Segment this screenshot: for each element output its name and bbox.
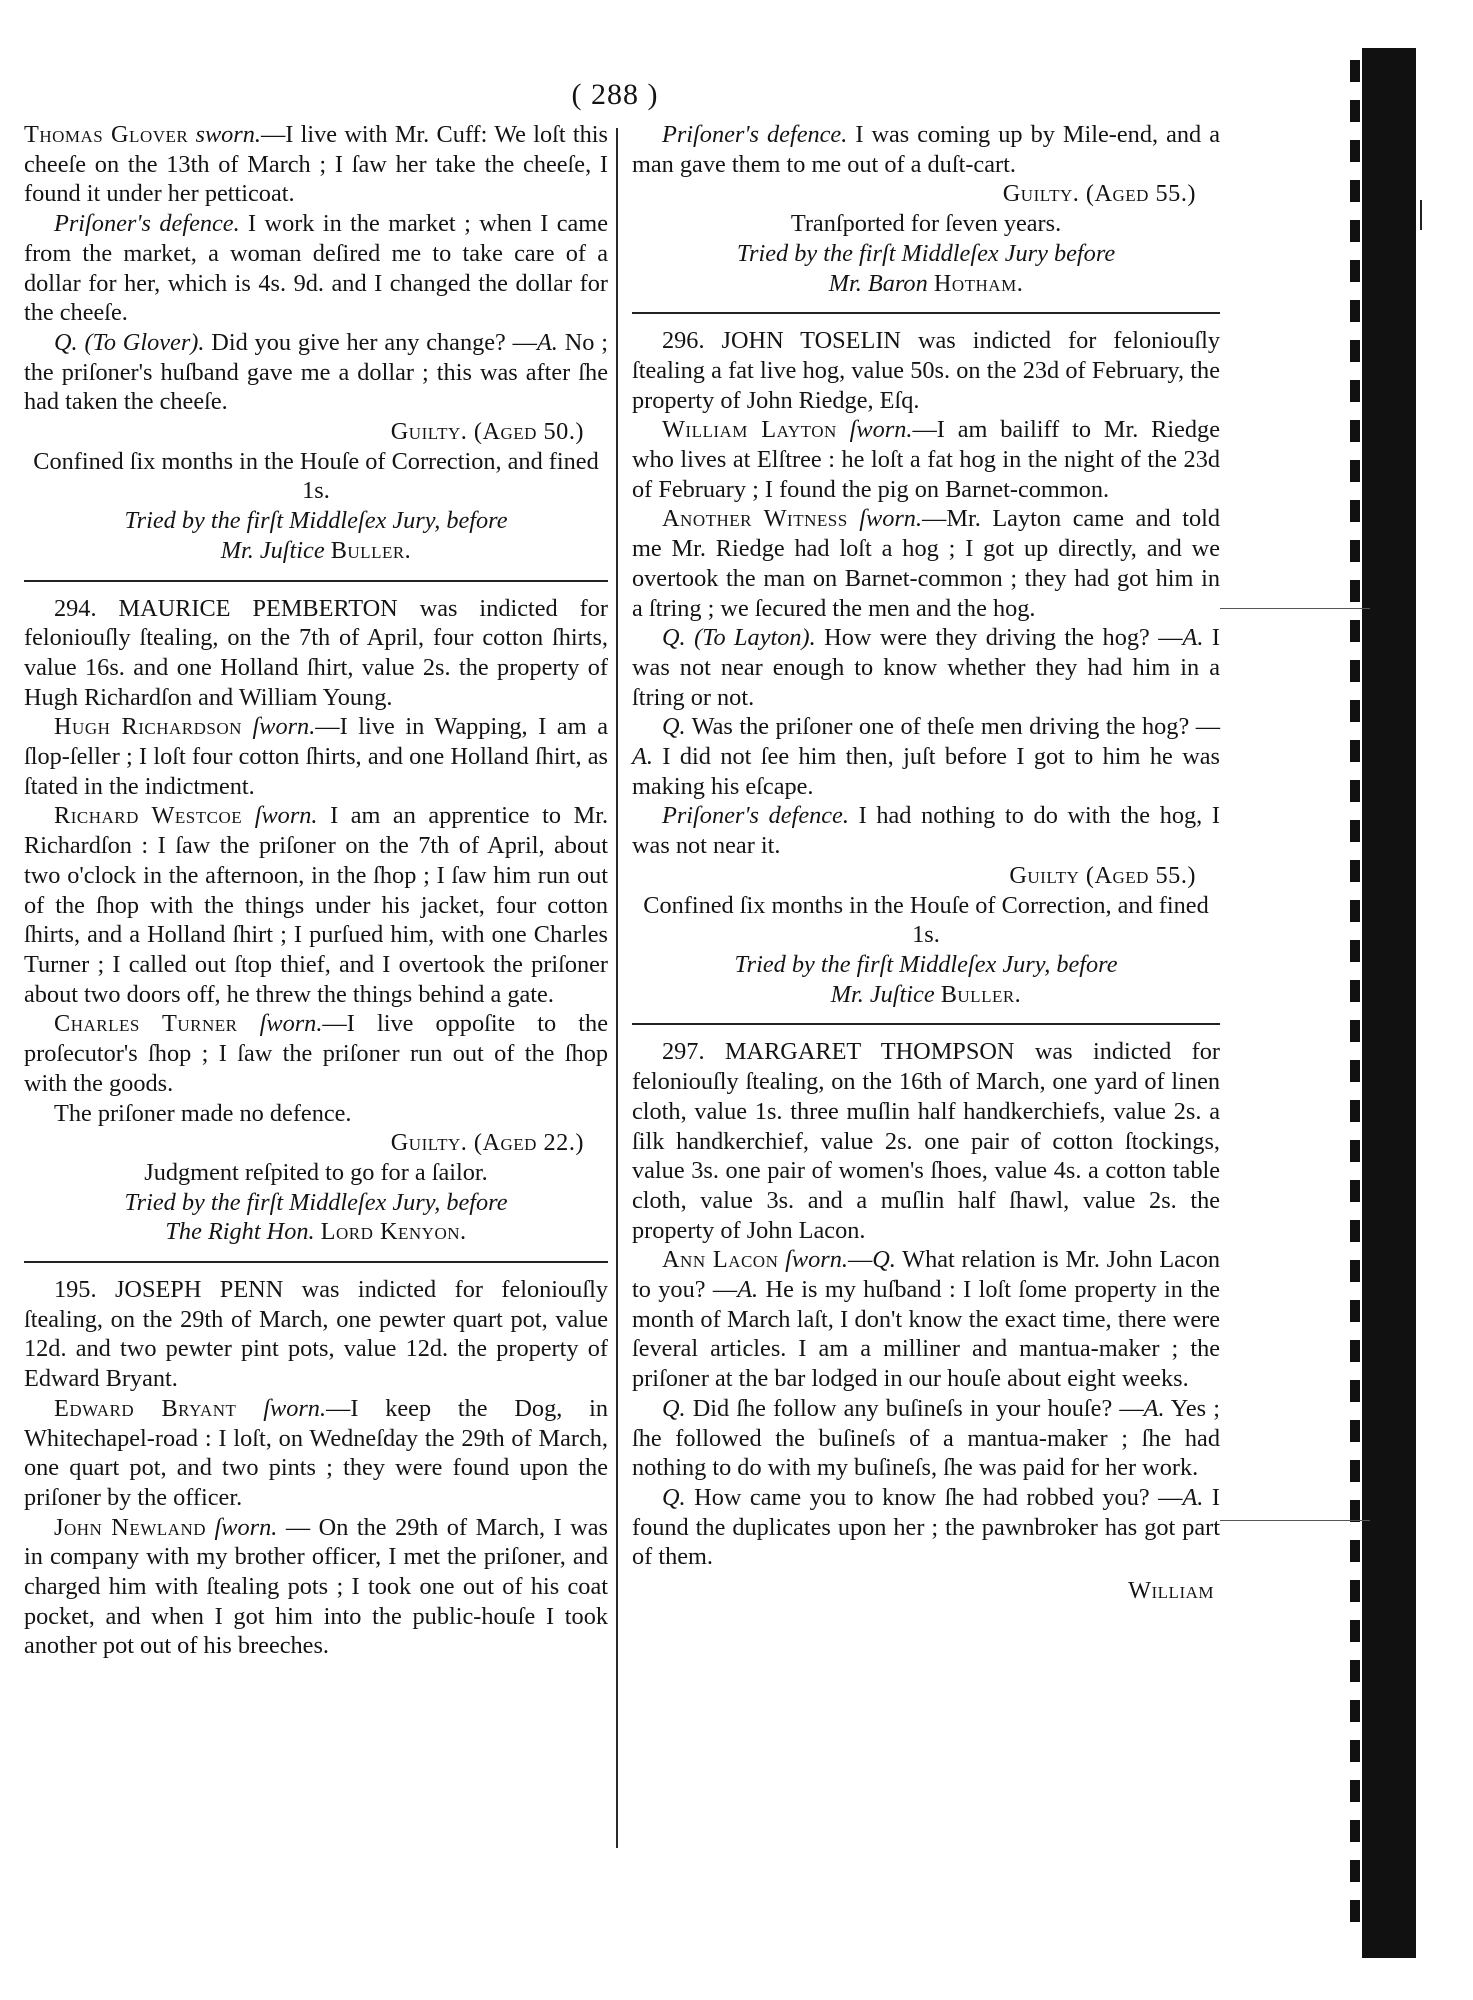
catchword: William [1128,1577,1214,1605]
testimony-text: —I live oppoſite to the proſecutor's ſhop ; I ſaw the priſoner run out of the ſhop with the goods. [24,1010,608,1097]
defence-label: Priſoner's defence. [54,210,240,238]
a-marker: A. [1182,1483,1204,1511]
sworn-label: ſworn. [859,505,923,533]
indictment-text: was indicted for feloniouſly ſtealing, on the 29th of March, one pewter quart pot, value 12d. and two pewter pint pots, value 12d. the property of Edward Bryant. [24,1276,608,1393]
sworn-label: ſworn. [259,1010,323,1038]
sentence: Judgment reſpited to go for a ſailor. [144,1158,488,1186]
verdict: Guilty (Aged 55.) [1009,861,1196,889]
case-separator [632,1023,1220,1025]
testimony-text: —I am bailiff to Mr. Riedge who lives at Elſtree : he loſt a fat hog in the night of the 23d of February ; I found the pig on Barnet-common. [632,416,1220,503]
addressee: (To Glover). [77,328,205,356]
indictment-text: was indicted for feloniouſly ſtealing a fat live hog, value 50s. on the 23d of February, the property of John Riedge, Eſq. [632,327,1220,414]
question-text: How came you to know ſhe had robbed you? — [685,1483,1183,1511]
question-answer [632,712,1220,801]
sentence: Confined ſix months in the Houſe of Correction, and fined 1s. [643,891,1209,949]
answer-text: I was not near enough to know whether they had him in a ſtring or not. [632,624,1220,711]
answer-text: Yes ; ſhe followed the buſineſs of a mantua-maker ; ſhe had nothing to do with my buſineſs, ſhe was paid for her work. [632,1394,1220,1482]
prisoner-defence [632,120,1220,179]
case-heading: 294. MAURICE PEMBERTON [54,594,398,622]
binding-shadow [1362,48,1416,1958]
verdict: Guilty. (Aged 55.) [1002,180,1196,208]
sworn-label: ſworn. [263,1394,327,1422]
indictment-text: was indicted for feloniouſly ſtealing, on the 16th of March, one yard of linen cloth, value 1s. three muſlin half handkerchiefs, value 2s. a ſilk handkerchief, value 2s. one pair of cotton ſtockings, value 3s. one pair of women's ſhoes, value 4s. a cotton table cloth, value 3s. and a muſlin half ſhawl, value 2s. the property of John Lacon. [632,1038,1220,1244]
indictment-text: was indicted for feloniouſly ſtealing, on the 7th of April, four cotton ſhirts, value 16s. and one Holland ſhirt, value 2s. the property of Hugh Richardſon and William Young. [24,594,608,711]
answer-text: I did not ſee him then, juſt before I got to him he was making his eſcape. [632,743,1220,800]
case-separator [632,312,1220,314]
testimony-text: I am an apprentice to Mr. Richardſon : I ſaw the priſoner on the 7th of April, about two o'clock in the afternoon, in the ſhop ; I ſaw him run out of the ſhop with the things under his jacket, four cotton ſhirts, and a Holland ſhirt ; I purſued him, with one Charles Turner ; I called out ſtop thief, and I overtook the priſoner about two doors off, he threw the things behind a gate. [24,802,609,1008]
bryant-testimony [24,1394,608,1513]
judge-line [24,536,608,566]
judge-title: Mr. Juſtice [220,536,325,564]
question-answer [24,328,608,417]
witness-name: Another Witness [662,505,848,533]
tried-before: Tried by the firſt Middleſex Jury, before [124,507,508,535]
addressee: (To Layton). [685,624,816,652]
judge-name: Lord Kenyon. [320,1218,467,1246]
sworn-label: ſworn. [785,1246,848,1274]
question-answer [632,1394,1220,1483]
defence-label: Priſoner's defence. [662,121,848,148]
judge-name: Buller. [330,536,412,564]
case-296-indictment [632,326,1220,415]
judge-title: Mr. Baron [828,269,928,297]
defence-text: I had nothing to do with the hog, I was not near it. [632,802,1220,860]
scan-line [1220,1520,1370,1521]
verdict: Guilty. (Aged 50.) [390,418,584,446]
defence-text: I was coming up by Mile-end, and a man gave them to me out of a duſt-cart. [632,121,1220,178]
judge-line [632,980,1220,1010]
question-answer [632,623,1220,712]
case-195-indictment [24,1275,608,1394]
testimony-text: — On the 29th of March, I was in company with my brother officer, I met the priſoner, and charged him with ſtealing pots ; I took one out of his coat pocket, and when I got him into the public-houſe I took another pot out of his breeches. [24,1513,608,1660]
sworn-label: ſworn. [254,802,318,830]
q-marker: Q. [662,624,686,652]
testimony-text: —Mr. Layton came and told me Mr. Riedge had loſt a hog ; I got up directly, and we overtook the man on Barnet-common ; they had got him in a ſtring ; we ſecured the men and the hog. [632,505,1220,622]
witness-name: William Layton [662,416,837,444]
sentence: Tranſported for ſeven years. [790,210,1062,238]
dash: — [847,1246,873,1274]
question-answer [632,1483,1220,1572]
case-294-indictment [24,594,608,713]
right-column [632,120,1220,1606]
page-number: ( 288 ) [571,78,659,111]
defence-label: Priſoner's defence. [662,802,849,830]
case-heading: 195. JOSEPH PENN [54,1276,284,1304]
judge-title: Mr. Juſtice [830,980,935,1008]
binding-shadow-edge [1350,60,1360,1940]
question-text: Did you give her any change? — [204,328,537,356]
left-column [24,120,608,1661]
a-marker: A. [536,328,558,356]
a-marker: A. [737,1276,759,1304]
tried-before: Tried by the firſt Middleſex Jury, before [734,950,1118,978]
verdict: Guilty. (Aged 22.) [390,1129,584,1157]
testimony-text: —I keep the Dog, in Whitechapel-road : I loſt, on Wedneſday the 29th of March, one quart pot, and two pints ; they were found upon the priſoner by the officer. [24,1394,608,1511]
scan-mark [1420,200,1422,230]
judge-name: Hotham. [933,269,1024,297]
defence-text: I work in the market ; when I came from the market, a woman deſired me to take care of a dollar for her, which is 4s. 9d. and I changed the dollar for the cheeſe. [24,210,608,327]
case-separator [24,1261,608,1263]
witness-name: Thomas Glover [24,121,189,148]
witness-name: Ann Lacon [662,1246,779,1274]
layton-testimony [632,415,1220,504]
question-text: Was the priſoner one of theſe men driving the hog? — [685,713,1220,741]
q-marker: Q. [662,1483,686,1511]
sworn-label: ſworn. [252,713,316,741]
a-marker: A. [1182,624,1204,652]
question-text: Did ſhe follow any buſineſs in your houſe? — [685,1394,1144,1422]
tried-before: Tried by the firſt Middleſex Jury, before [124,1188,508,1216]
q-marker: Q. [662,1394,686,1422]
sworn-label: sworn. [195,121,261,148]
q-marker: Q. [872,1246,896,1274]
answer-text: I found the duplicates upon her ; the pawnbroker has got part of them. [632,1483,1220,1571]
prisoner-defence [632,801,1220,860]
answer-text: He is my huſband : I loſt ſome property in the month of March laſt, I don't know the exact time, there were ſeveral articles. I am a milliner and mantua-maker ; the priſoner at the bar lodged in our houſe about eight weeks. [632,1276,1220,1393]
judge-line [24,1217,608,1247]
scan-line [1220,608,1370,609]
testimony-text: —I live in Wapping, I am a ſlop-ſeller ; I loſt four cotton ſhirts, and one Holland ſhirt, as ſtated in the indictment. [24,713,608,800]
sentence: Confined ſix months in the Houſe of Correction, and fined 1s. [33,447,599,505]
westcoe-testimony [24,801,608,1009]
sworn-label: ſworn. [214,1513,278,1541]
newland-testimony [24,1513,608,1662]
a-marker: A. [632,743,653,771]
a-marker: A. [1143,1394,1165,1422]
no-defence: The priſoner made no defence. [54,1099,352,1127]
case-heading: 297. MARGARET THOMPSON [662,1038,1015,1066]
witness-name: Hugh Richardson [54,713,242,741]
question-text: What relation is Mr. John Lacon to you? — [632,1246,1221,1304]
testimony-text: —I live with Mr. Cuff: We loſt this cheeſe on the 13th of March ; I ſaw her take the cheeſe, I found it under her petticoat. [24,121,608,208]
glover-testimony [24,120,608,209]
sworn-label: ſworn. [849,416,913,444]
turner-testimony [24,1009,608,1098]
witness-name: Charles Turner [54,1010,238,1038]
q-marker: Q. [54,328,78,356]
witness-name: Edward Bryant [54,1394,237,1422]
judge-line [632,269,1220,299]
richardson-testimony [24,712,608,801]
case-297-indictment [632,1037,1220,1245]
witness-name: Richard Westcoe [54,802,243,830]
judge-name: Buller. [940,980,1022,1008]
answer-text: No ; the priſoner's huſband gave me a dollar ; this was after ſhe had taken the cheeſe. [24,328,608,416]
judge-title: The Right Hon. [165,1218,315,1246]
prisoner-defence [24,209,608,328]
another-witness-testimony [632,504,1220,623]
tried-before: Tried by the firſt Middleſex Jury before [736,239,1116,267]
column-divider [616,128,618,1848]
case-heading: 296. JOHN TOSELIN [662,327,901,355]
question-text: How were they driving the hog? — [815,624,1183,652]
case-separator [24,580,608,582]
q-marker: Q. [662,713,686,741]
lacon-testimony [632,1245,1220,1394]
witness-name: John Newland [54,1513,206,1541]
